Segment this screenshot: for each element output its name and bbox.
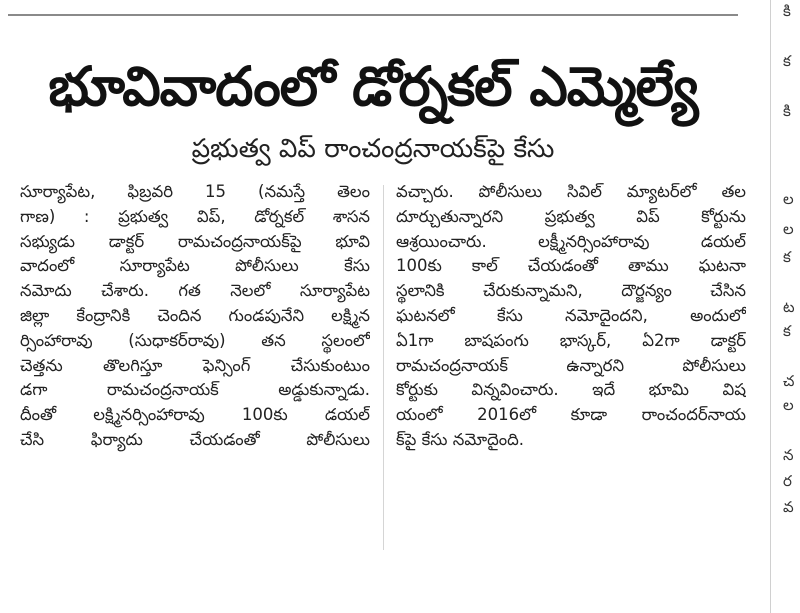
edge-fragment: వ (783, 498, 794, 516)
edge-fragment: క (783, 52, 791, 70)
text-line: చెత్తను తొలగిస్తూ ఫెన్సింగ్ చేసుకుంటుం (20, 355, 370, 375)
headline: భూవివాదంలో డోర్నకల్ ఎమ్మెల్యే (48, 55, 698, 118)
text-line: డగా రామచంద్రనాయక్ అడ్డుకున్నాడు. (20, 380, 370, 400)
article-column-right (396, 180, 746, 453)
text-line: రామచంద్రనాయక్ ఉన్నారని పోలీసులు (396, 355, 746, 375)
text-line: చేసి ఫిర్యాదు చేయడంతో పోలీసులు (20, 429, 370, 449)
edge-fragment: ల (783, 396, 794, 414)
subheadline: ప్రభుత్వ విప్ రాంచంద్రనాయక్‌పై కేసు (191, 134, 555, 164)
edge-fragment: చ (783, 372, 795, 390)
article-column-left (20, 180, 370, 453)
text-line: క్‌పై కేసు నమోదైంది. (396, 429, 524, 449)
text-line: గాణ) : ప్రభుత్వ విప్, డోర్నకల్ శాసన (20, 206, 370, 226)
text-line: కోర్టుకు విన్నవించారు. ఇదే భూమి విష (396, 380, 746, 400)
edge-fragment: కి (783, 2, 791, 20)
edge-fragment: ట (783, 298, 795, 316)
edge-fragment: ర (783, 472, 792, 490)
text-line: దూర్చుతున్నారని ప్రభుత్వ విప్ కోర్టును (396, 206, 746, 226)
text-line: 100కు కాల్ చేయడంతో తాము ఘటనా (396, 256, 746, 276)
top-rule (8, 14, 738, 16)
text-line: ఘటనలో కేసు నమోదైందని, అందులో (396, 305, 746, 325)
edge-fragment: ల (783, 190, 794, 208)
text-line: ర్సింహారావు (సుధాకర్‌రావు) తన స్థలంలో (20, 330, 370, 350)
text-line: స్థలానికి చేరుకున్నామని, దౌర్జన్యం చేసిన (396, 281, 746, 301)
column-divider (383, 185, 384, 550)
text-line: సభ్యుడు డాక్టర్ రామచంద్రనాయక్‌పై భూవి (20, 231, 370, 251)
edge-fragment: న (783, 446, 794, 464)
text-line: యంలో 2016లో కూడా రాంచందర్‌నాయ (396, 405, 746, 425)
text-line: నమోదు చేశారు. గత నెలలో సూర్యాపేట (20, 281, 370, 301)
edge-fragment: ల (783, 220, 794, 238)
adjacent-article-edge (770, 0, 800, 613)
text-line: దీంతో లక్ష్మినర్సింహారావు 100కు డయల్ (20, 405, 370, 425)
text-line: వాదంలో సూర్యాపేట పోలీసులు కేసు (20, 256, 370, 276)
edge-fragment: క (783, 248, 791, 266)
text-line: జిల్లా కేంద్రానికి చెందిన గుండపునేని లక్ష్మిన (20, 305, 370, 325)
text-line: సూర్యాపేట, ఫిబ్రవరి 15 (నమస్తే తెలం (20, 182, 370, 201)
text-line: వచ్చారు. పోలీసులు సివిల్ మ్యాటర్‌లో తల (396, 182, 746, 201)
edge-fragment: కి (783, 102, 791, 120)
text-line: ఏ1గా బాషపంగు భాస్కర్, ఏ2గా డాక్టర్ (396, 330, 746, 350)
edge-fragment: క (783, 322, 791, 340)
text-line: ఆశ్రయించారు. లక్ష్మీనర్సింహారావు డయల్ (396, 231, 746, 251)
